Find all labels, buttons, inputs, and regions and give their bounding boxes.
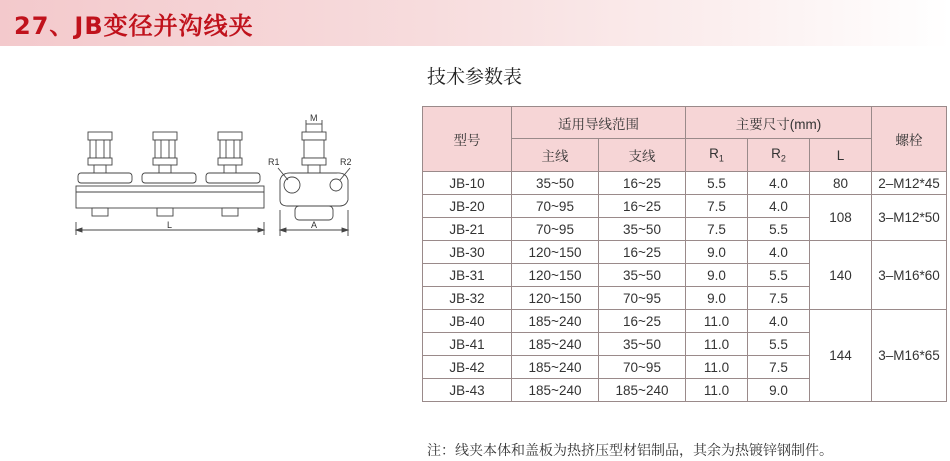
cell-model: JB-30 — [423, 241, 512, 264]
cell-main-wire: 185~240 — [512, 310, 599, 333]
cell-r2: 5.5 — [748, 264, 810, 287]
header-wire-range: 适用导线范围 — [512, 107, 686, 139]
header-main-wire: 主线 — [512, 139, 599, 172]
cell-branch-wire: 185~240 — [599, 379, 686, 402]
page-title: 27、JB变径并沟线夹 — [14, 12, 254, 40]
cell-bolt: 2–M12*45 — [872, 172, 947, 195]
cell-r1: 9.0 — [686, 287, 748, 310]
cell-l: 80 — [810, 172, 872, 195]
cell-branch-wire: 16~25 — [599, 195, 686, 218]
dim-label-l: L — [167, 220, 173, 230]
cell-l: 108 — [810, 195, 872, 241]
cell-r1: 11.0 — [686, 379, 748, 402]
footnote: 注：线夹本体和盖板为热挤压型材铝制品，其余为热镀锌钢制件。 — [427, 443, 833, 459]
side-view — [278, 120, 350, 236]
cell-branch-wire: 70~95 — [599, 287, 686, 310]
bolt-assembly — [218, 132, 242, 175]
table-row — [423, 310, 947, 333]
cell-main-wire: 120~150 — [512, 287, 599, 310]
table-row — [423, 172, 947, 195]
cell-r2: 7.5 — [748, 287, 810, 310]
cell-bolt: 3–M16*65 — [872, 310, 947, 402]
cell-r1: 7.5 — [686, 218, 748, 241]
dim-label-a: A — [311, 220, 318, 230]
cell-model: JB-43 — [423, 379, 512, 402]
title-banner — [0, 0, 950, 46]
cell-branch-wire: 16~25 — [599, 172, 686, 195]
cell-model: JB-40 — [423, 310, 512, 333]
header-bolt: 螺栓 — [872, 107, 947, 172]
dim-label-r2: R2 — [340, 157, 352, 167]
cell-branch-wire: 16~25 — [599, 241, 686, 264]
cell-r2: 7.5 — [748, 356, 810, 379]
cell-r1: 11.0 — [686, 356, 748, 379]
cell-l: 144 — [810, 310, 872, 402]
cell-r2: 4.0 — [748, 241, 810, 264]
cell-r2: 9.0 — [748, 379, 810, 402]
cell-main-wire: 185~240 — [512, 379, 599, 402]
cell-main-wire: 120~150 — [512, 264, 599, 287]
cell-main-wire: 185~240 — [512, 333, 599, 356]
cell-l: 140 — [810, 241, 872, 310]
cell-model: JB-21 — [423, 218, 512, 241]
cell-r2: 4.0 — [748, 310, 810, 333]
clamp-drawing — [70, 110, 370, 250]
cell-bolt: 3–M16*60 — [872, 241, 947, 310]
table-row — [423, 241, 947, 264]
cell-main-wire: 35~50 — [512, 172, 599, 195]
header-main-dims: 主要尺寸(mm) — [686, 107, 872, 139]
header-r2: $R_2$ — [748, 139, 810, 172]
cell-r2: 4.0 — [748, 195, 810, 218]
cell-branch-wire: 70~95 — [599, 356, 686, 379]
header-model: 型号 — [423, 107, 512, 172]
cell-branch-wire: 35~50 — [599, 218, 686, 241]
cell-main-wire: 70~95 — [512, 218, 599, 241]
cell-r1: 7.5 — [686, 195, 748, 218]
header-r1: $R_1$ — [686, 139, 748, 172]
cell-model: JB-10 — [423, 172, 512, 195]
cell-r1: 5.5 — [686, 172, 748, 195]
table-row — [423, 195, 947, 218]
cell-model: JB-41 — [423, 333, 512, 356]
cell-main-wire: 185~240 — [512, 356, 599, 379]
dim-label-r1: R1 — [268, 157, 280, 167]
cell-model: JB-31 — [423, 264, 512, 287]
cell-r2: 5.5 — [748, 218, 810, 241]
header-l: L — [810, 139, 872, 172]
cell-model: JB-32 — [423, 287, 512, 310]
cell-model: JB-20 — [423, 195, 512, 218]
cell-r1: 9.0 — [686, 241, 748, 264]
spec-table — [422, 106, 947, 402]
cell-branch-wire: 35~50 — [599, 264, 686, 287]
cell-r1: 11.0 — [686, 333, 748, 356]
cell-r1: 9.0 — [686, 264, 748, 287]
dim-label-m: M — [310, 113, 318, 123]
bolt-assembly — [153, 132, 177, 175]
cell-r2: 4.0 — [748, 172, 810, 195]
cell-r1: 11.0 — [686, 310, 748, 333]
cell-branch-wire: 35~50 — [599, 333, 686, 356]
cell-model: JB-42 — [423, 356, 512, 379]
cell-branch-wire: 16~25 — [599, 310, 686, 333]
bolt-assembly — [88, 132, 112, 175]
cell-bolt: 3–M12*50 — [872, 195, 947, 241]
table-title: 技术参数表 — [427, 66, 523, 88]
header-branch-wire: 支线 — [599, 139, 686, 172]
cell-main-wire: 120~150 — [512, 241, 599, 264]
cell-main-wire: 70~95 — [512, 195, 599, 218]
cell-r2: 5.5 — [748, 333, 810, 356]
